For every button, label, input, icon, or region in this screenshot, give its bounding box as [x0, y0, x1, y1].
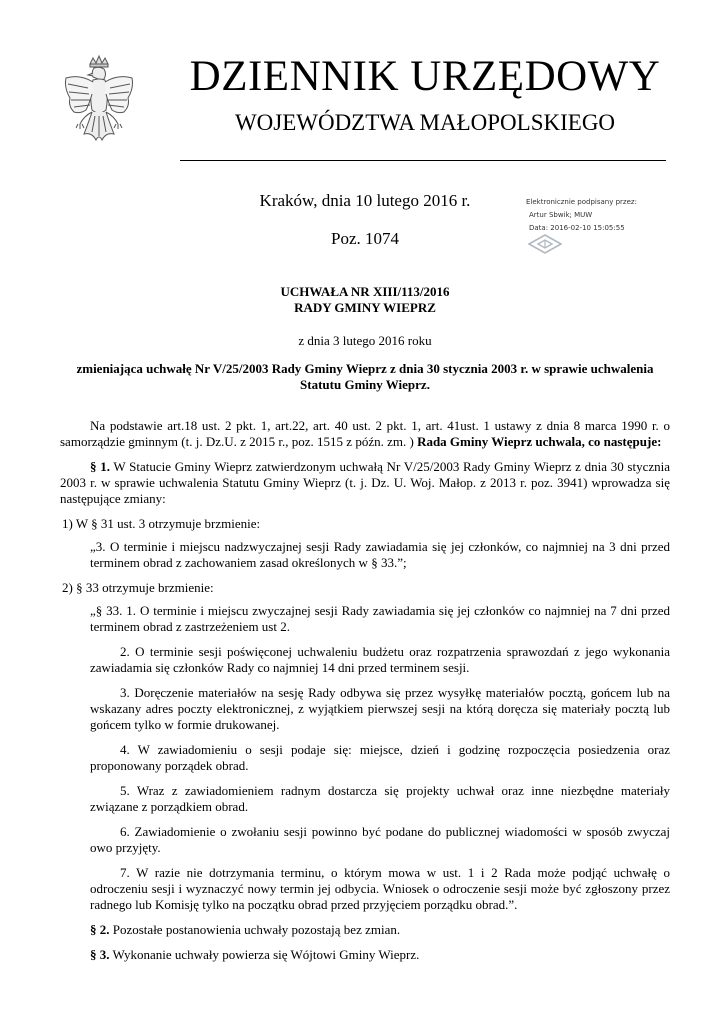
section-1	[60, 459, 670, 507]
signature-date: Data: 2016-02-10 15:05:55	[529, 224, 625, 232]
journal-title: DZIENNIK URZĘDOWY	[189, 53, 661, 100]
signature-verified-icon	[528, 234, 562, 254]
publication-date: Kraków, dnia 10 lutego 2016 r.	[259, 191, 471, 210]
preamble	[60, 418, 670, 450]
resolution-subject-line1: zmieniająca uchwałę Nr V/25/2003 Rady Gminy Wieprz z dnia 30 stycznia 2003 r. w sprawie uchwalenia	[76, 361, 654, 376]
section-2-text: Pozostałe postanowienia uchwały pozostają bez zmian.	[112, 922, 401, 937]
paragraph-33-5: 5. Wraz z zawiadomieniem radnym dostarcza się projekty uchwał oraz inne niezbędne materiały związane z porządkiem obrad.	[90, 783, 670, 814]
journal-subtitle: WOJEWÓDZTWA MAŁOPOLSKIEGO	[234, 110, 616, 135]
amendment-item-2: 2) § 33 otrzymuje brzmienie:	[62, 580, 214, 595]
signature-signer: Artur Sbwik; MUW	[529, 211, 593, 219]
paragraph-33-6: 6. Zawiadomienie o zwołaniu sesji powinno być podane do publicznej wiadomości w sposób zwyczaj owo przyjęty.	[90, 824, 670, 855]
resolution-issuer: RADY GMINY WIEPRZ	[294, 300, 436, 315]
resolution-number: UCHWAŁA NR XIII/113/2016	[280, 284, 450, 299]
electronic-signature	[526, 196, 666, 235]
resolution-subject	[60, 361, 670, 393]
section-1-text: W Statucie Gminy Wieprz zatwierdzonym uchwałą Nr V/25/2003 Rady Gminy Wieprz z dnia 30 stycznia 2003 r. w sprawie uchwalenia Statutu Gminy Wieprz (t. j. Dz. U. Woj. Małop. z 2013 r. poz. 3941) wprowadza się następujące zmiany:	[60, 459, 671, 506]
paragraph-33-4: 4. W zawiadomieniu o sesji podaje się: miejsce, dzień i godzinę rozpoczęcia posiedzenia oraz proponowany porządek obrad.	[90, 742, 670, 773]
polish-eagle-emblem-icon	[60, 54, 138, 150]
resolution-subject-line2: Statutu Gminy Wieprz.	[300, 377, 430, 392]
amendment-item-1: 1) W § 31 ust. 3 otrzymuje brzmienie:	[62, 516, 261, 531]
section-3	[60, 947, 670, 963]
resolution-body	[60, 418, 670, 972]
paragraph-33-7: 7. W razie nie dotrzymania terminu, o którym mowa w ust. 1 i 2 Rada może podjąć uchwałę o odroczeniu sesji i wyznaczyć nowy termin jej odbycia. Wniosek o odroczenie sesji może być zgłoszony przez radnego lub Komisję tylko na początku obrad przed przyjęciem porządku obrad.”.	[90, 865, 670, 912]
preamble-bold: Rada Gminy Wieprz uchwala, co następuje:	[417, 434, 662, 449]
header-divider	[180, 160, 666, 161]
resolution-title	[60, 284, 670, 316]
section-3-text: Wykonanie uchwały powierza się Wójtowi Gminy Wieprz.	[112, 947, 420, 962]
paragraph-33-1: „§ 33. 1. O terminie i miejscu zwyczajnej sesji Rady zawiadamia się jej członków co najmniej na 7 dni przed terminem obrad z zastrzeżeniem ust 2.	[90, 603, 670, 634]
section-2	[60, 922, 670, 938]
section-2-label: § 2.	[90, 922, 110, 937]
section-3-label: § 3.	[90, 947, 110, 962]
paragraph-33-2: 2. O terminie sesji poświęconej uchwaleniu budżetu oraz rozpatrzenia sprawozdań z jego wykonania zawiadamia się członków Rady co najmniej 14 dni przed terminem sesji.	[90, 644, 670, 675]
resolution-date: z dnia 3 lutego 2016 roku	[298, 333, 432, 348]
paragraph-33-3: 3. Doręczenie materiałów na sesję Rady odbywa się przez wysyłkę materiałów pocztą, gońcem lub na wskazany adres poczty elektronicznej, z wyjątkiem pierwszej sesji na którą doręcza się materiały pocztą lub gońcem tylko w formie drukowanej.	[90, 685, 670, 732]
preamble-text: Na podstawie art.18 ust. 2 pkt. 1, art.22, art. 40 ust. 2 pkt. 1, art. 41ust. 1 ustawy z dnia 8 marca 1990 r. o samorządzie gminnym (t. j. Dz.U. z 2015 r., poz. 1515 z późn. zm. )	[60, 418, 670, 449]
signature-label: Elektronicznie podpisany przez:	[526, 198, 637, 206]
amendment-1-quote: „3. O terminie i miejscu nadzwyczajnej sesji Rady zawiadamia się jej członków, co najmniej na 3 dni przed terminem obrad z zachowaniem zasad określonych w § 33.”;	[90, 539, 670, 570]
section-1-label: § 1.	[90, 459, 110, 474]
position-number: Poz. 1074	[331, 229, 399, 248]
